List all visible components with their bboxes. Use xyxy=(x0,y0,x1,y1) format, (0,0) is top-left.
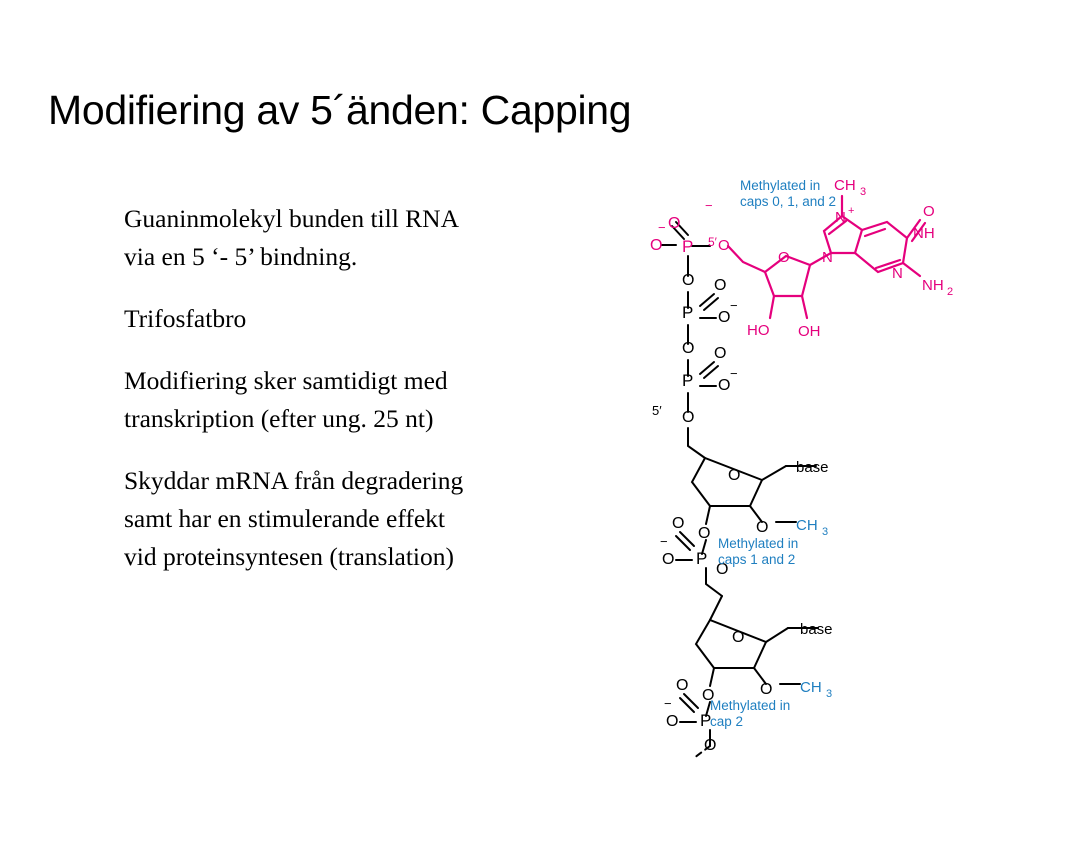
body-paragraph-2: Trifosfatbro xyxy=(124,304,247,333)
p5-o-minus: O xyxy=(666,713,679,730)
p5-o-bridge: O xyxy=(704,737,717,754)
body-paragraph-4: Skyddar mRNA från degradering samt har en stimulerande effekt vid proteinsyntesen (translation) xyxy=(124,466,464,571)
body-text-block xyxy=(124,200,464,576)
ch3-ribose2-label: CH xyxy=(800,679,822,696)
p1-top-minus: − xyxy=(705,198,713,213)
o-p1-p2-label: O xyxy=(682,272,695,289)
p1-label: P xyxy=(682,237,694,256)
ribose-o-label: O xyxy=(778,249,790,266)
slide-bottom-band xyxy=(0,830,1090,856)
ch3-guanine-sub: 3 xyxy=(860,186,867,198)
p2-o-minus-label: O xyxy=(718,309,731,326)
p1-minus-sign: − xyxy=(658,220,666,235)
annotation-caps012-line1: Methylated in xyxy=(740,178,821,193)
o-p3-sugar-label: O xyxy=(682,409,695,426)
p4-o-minus: O xyxy=(662,551,675,568)
p5-minus-sign: − xyxy=(664,696,672,711)
base-label-2: base xyxy=(800,621,833,638)
bridge-o-label: O xyxy=(718,237,730,254)
nh-label: NH xyxy=(913,225,935,242)
cap2-line-1: Methylated in xyxy=(710,698,791,713)
ribose1-3prime-o: O xyxy=(698,525,711,542)
ch3-ribose1-label: CH xyxy=(796,517,818,534)
nh2-sub: 2 xyxy=(947,286,954,298)
body-paragraph-1: Guaninmolekyl bunden till RNA via en 5 ‘- 5’ bindning. xyxy=(124,204,458,271)
p1-o-minus-label: O xyxy=(650,237,663,254)
p3-o-double-label: O xyxy=(714,345,727,362)
p5-o-double: O xyxy=(676,677,689,694)
p3-o-minus-label: O xyxy=(718,377,731,394)
p1-o-double-label: O xyxy=(668,215,681,232)
annotation-caps012-line2: caps 0, 1, and 2 xyxy=(740,194,837,209)
p3-minus-sign: − xyxy=(730,366,738,381)
p4-o-bridge: O xyxy=(716,561,729,578)
n-plus-label: + xyxy=(848,205,855,217)
p4-o-double: O xyxy=(672,515,685,532)
mrna-cap-diagram xyxy=(610,150,1070,790)
nh2-label: NH xyxy=(922,277,944,294)
carbonyl-o-label: O xyxy=(923,203,935,220)
n7-label: N xyxy=(835,209,846,226)
ch3-guanine-label: CH xyxy=(834,177,856,194)
o-p2-p3-label: O xyxy=(682,340,695,357)
ribose2-och3-o: O xyxy=(760,681,773,698)
ribose2-o-ring-label: O xyxy=(732,629,745,646)
base-label-1: base xyxy=(796,459,829,476)
p2-o-double-label: O xyxy=(714,277,727,294)
n9-label: N xyxy=(822,249,833,266)
p3-label: P xyxy=(682,371,694,390)
p5-label: P xyxy=(700,711,712,730)
ribose2-3prime-o: O xyxy=(702,687,715,704)
caps12-line-1: Methylated in xyxy=(718,536,799,551)
caps12-line-2: caps 1 and 2 xyxy=(718,552,796,567)
oh-label: OH xyxy=(798,323,821,340)
p4-minus-sign: − xyxy=(660,534,668,549)
ch3-ribose2-sub: 3 xyxy=(826,688,833,700)
five-prime-top-label: 5′ xyxy=(708,235,717,249)
n3-label: N xyxy=(892,265,903,282)
p2-minus-sign: − xyxy=(730,298,738,313)
p4-label: P xyxy=(696,549,708,568)
p2-label: P xyxy=(682,303,694,322)
ribose1-och3-o: O xyxy=(756,519,769,536)
ribose1-o-ring-label: O xyxy=(728,467,741,484)
cap2-line-2: cap 2 xyxy=(710,714,744,729)
ch3-ribose1-sub: 3 xyxy=(822,526,829,538)
page-title: Modifiering av 5´änden: Capping xyxy=(48,87,632,134)
body-paragraph-3: Modifiering sker samtidigt med transkription (efter ung. 25 nt) xyxy=(124,366,448,433)
five-prime-mid-label: 5′ xyxy=(652,403,662,418)
ho-label: HO xyxy=(747,322,770,339)
